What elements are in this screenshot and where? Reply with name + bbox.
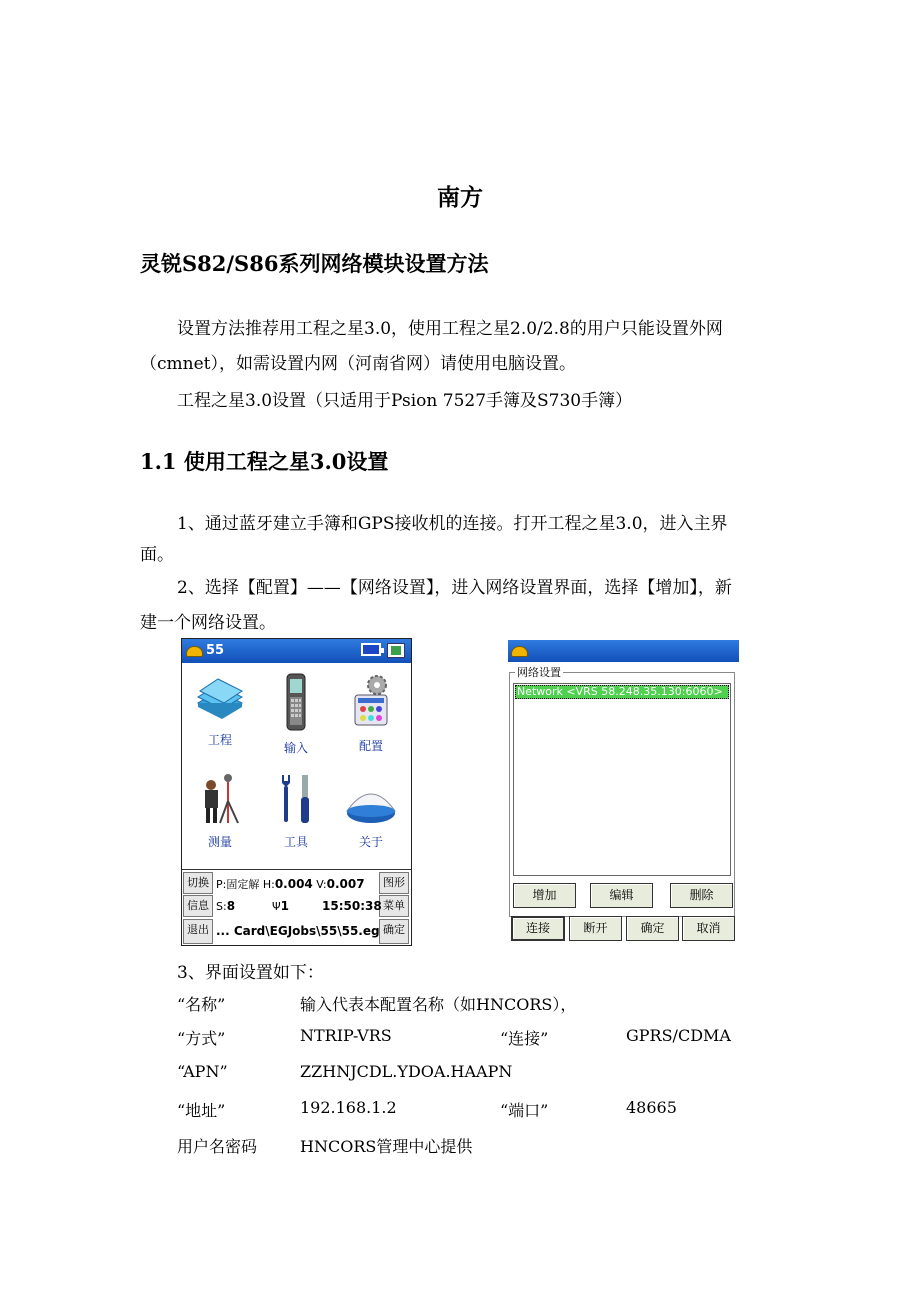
v-value: 0.007 [326, 877, 365, 891]
port-value: 48665 [626, 1098, 677, 1117]
info-button[interactable]: 信息 [183, 895, 213, 917]
doc-title: 南方 [437, 184, 483, 211]
solution-status [216, 876, 365, 892]
hat-logo-icon [511, 646, 528, 657]
battery-icon [361, 643, 381, 656]
doc-subtitle: 灵锐S82/S86系列网络模块设置方法 [140, 251, 489, 276]
user-value: HNCORS管理中心提供 [300, 1137, 473, 1156]
menu-about-label: 关于 [358, 835, 383, 849]
solution-value: 固定解 [226, 878, 260, 891]
s-prefix: S: [216, 900, 227, 913]
addr-label: “地址” [177, 1101, 226, 1120]
surveyor-icon [198, 773, 242, 825]
antenna-value: 1 [280, 899, 290, 913]
apn-value: ZZHNJCDL.YDOA.HAAPN [300, 1062, 513, 1081]
menu-config-label: 配置 [358, 739, 383, 753]
signal-icon [387, 643, 405, 658]
menu-survey-label: 测量 [207, 835, 232, 849]
project-title: 55 [206, 643, 225, 658]
solution-prefix: P: [216, 878, 227, 891]
confirm-button[interactable]: 确定 [379, 919, 409, 944]
main-titlebar [182, 639, 411, 663]
menu-survey[interactable] [190, 773, 250, 850]
network-screen-screenshot [508, 640, 739, 942]
network-list[interactable] [513, 683, 731, 876]
network-list-item[interactable]: Network <VRS 58.248.35.130:6060> [515, 685, 729, 699]
menu-button[interactable]: 菜单 [379, 895, 409, 917]
job-path: ... Card\EGJobs\55\55.eg [216, 924, 380, 938]
menu-about[interactable] [341, 787, 401, 850]
network-titlebar [508, 640, 739, 662]
step2-line-1: 2、选择【配置】——【网络设置】，进入网络设置界面，选择【增加】，新 [177, 578, 732, 598]
menu-project[interactable] [190, 677, 250, 748]
conn-value: GPRS/CDMA [626, 1026, 731, 1045]
add-button[interactable]: 增加 [513, 883, 576, 908]
menu-input-label: 输入 [283, 741, 308, 755]
h-value: 0.004 [274, 877, 313, 891]
menu-config[interactable] [341, 673, 401, 754]
h-prefix: H: [262, 878, 275, 891]
menu-project-label: 工程 [207, 733, 232, 747]
s-value: 8 [226, 899, 236, 913]
handheld-icon [283, 673, 309, 731]
group-title: 网络设置 [517, 666, 561, 679]
mode-label: “方式” [177, 1029, 226, 1048]
edit-button[interactable]: 编辑 [590, 883, 653, 908]
v-prefix: V: [316, 878, 327, 891]
port-label: “端口” [500, 1101, 549, 1120]
hat-logo-icon [186, 646, 203, 657]
intro-line-2: （cmnet），如需设置内网（河南省网）请使用电脑设置。 [140, 354, 576, 374]
network-settings-group [509, 666, 735, 917]
disconnect-button[interactable]: 断开 [569, 916, 622, 941]
intro-line-1: 设置方法推荐用工程之星3.0，使用工程之星2.0/2.8的用户只能设置外网 [177, 319, 723, 339]
tools-icon [276, 773, 316, 825]
name-value: 输入代表本配置名称（如HNCORS）， [300, 995, 577, 1014]
name-label: “名称” [177, 995, 226, 1014]
apn-label: “APN” [177, 1062, 228, 1081]
user-label: 用户名密码 [177, 1137, 258, 1156]
step1-line-1: 1、通过蓝牙建立手簿和GPS接收机的连接。打开工程之星3.0，进入主界 [177, 514, 728, 534]
cancel-button[interactable]: 取消 [682, 916, 735, 941]
step2-line-2: 建一个网络设置。 [140, 613, 276, 633]
settings-icon [351, 673, 391, 727]
intro-line-3: 工程之星3.0设置（只适用于Psion 7527手簿及S730手簿） [177, 391, 633, 411]
exit-button[interactable]: 退出 [183, 919, 213, 944]
antenna-status [272, 899, 289, 913]
step3-heading: 3、界面设置如下： [177, 963, 324, 983]
mode-value: NTRIP-VRS [300, 1026, 392, 1045]
menu-tools-label: 工具 [283, 835, 308, 849]
antenna-icon: Ψ [272, 900, 281, 913]
addr-value: 192.168.1.2 [300, 1098, 397, 1117]
status-panel [182, 869, 411, 946]
books-icon [194, 677, 246, 725]
clock: 15:50:38 [322, 899, 382, 913]
satellite-status [216, 899, 235, 913]
graph-button[interactable]: 图形 [379, 872, 409, 894]
step1-line-2: 面。 [140, 545, 174, 565]
section-heading: 1.1 使用工程之星3.0设置 [140, 449, 389, 474]
receiver-icon [345, 787, 397, 825]
menu-input[interactable] [266, 673, 326, 756]
delete-button[interactable]: 删除 [670, 883, 733, 908]
connect-button[interactable]: 连接 [511, 916, 565, 941]
ok-button[interactable]: 确定 [626, 916, 679, 941]
menu-tools[interactable] [266, 773, 326, 850]
main-screen-screenshot [181, 638, 412, 946]
conn-label: “连接” [500, 1029, 549, 1048]
switch-button[interactable]: 切换 [183, 872, 213, 894]
